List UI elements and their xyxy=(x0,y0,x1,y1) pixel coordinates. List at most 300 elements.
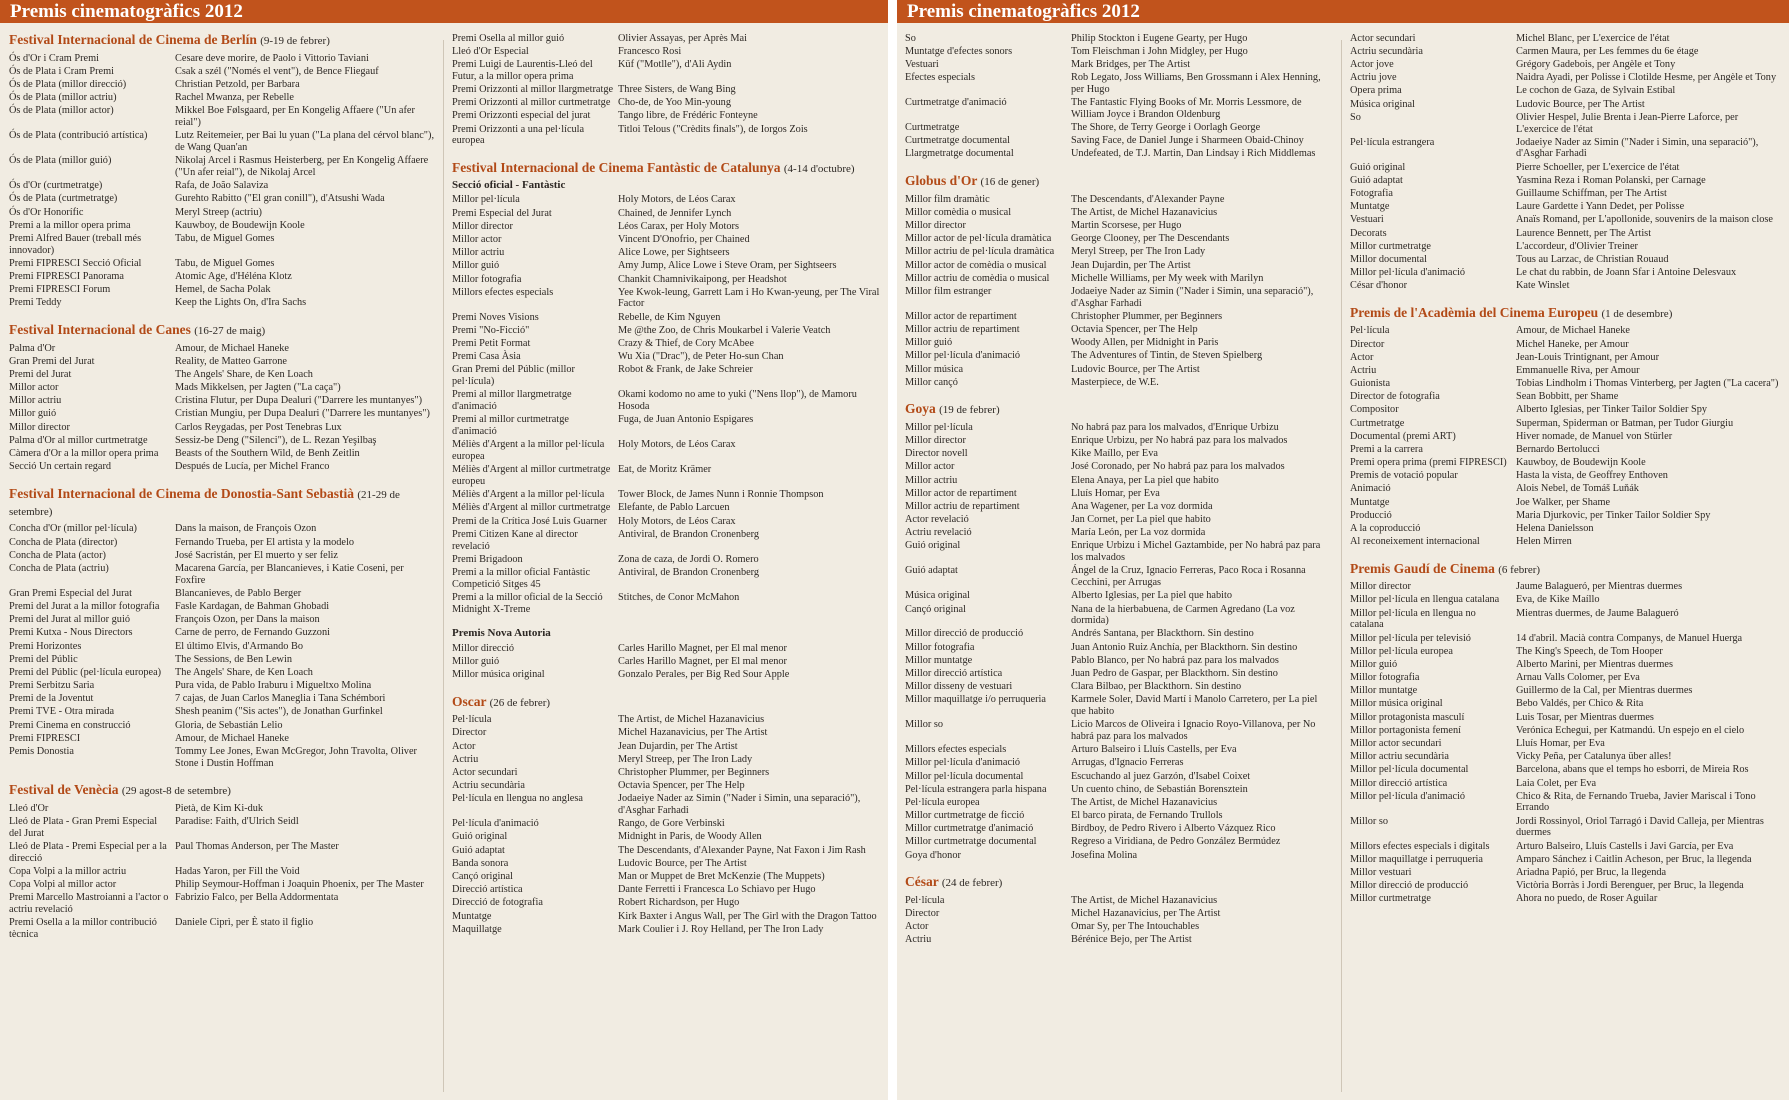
award-winner: Küf ("Motlle"), d'Ali Aydin xyxy=(618,59,732,71)
award-row xyxy=(905,757,1329,770)
award-winner: Ana Wagener, per La voz dormida xyxy=(1071,500,1213,512)
award-row xyxy=(905,770,1329,783)
award-winner: The Sessions, de Ben Lewin xyxy=(175,653,292,665)
award-winner: Andrés Santana, per Blackthorn. Sin destino xyxy=(1071,628,1254,640)
award-winner: Pablo Blanco, per No habrá paz para los malvados xyxy=(1071,654,1279,666)
award-row xyxy=(1350,750,1782,763)
award-category: Guionista xyxy=(1350,378,1391,390)
award-row xyxy=(9,892,435,917)
award-winner: Joe Walker, per Shame xyxy=(1516,496,1611,508)
award-row xyxy=(452,831,880,844)
award-winner: Después de Lucía, per Michel Franco xyxy=(175,461,330,473)
award-winner: Amy Jump, Alice Lowe i Steve Oram, per Sightseers xyxy=(618,260,837,272)
award-category: Millor so xyxy=(1350,815,1389,827)
award-category: Palma d'Or xyxy=(9,342,56,354)
award-winner: Enrique Urbizu, per No habrá paz para los malvados xyxy=(1071,435,1288,447)
award-category: Producció xyxy=(1350,509,1392,521)
award-section xyxy=(1350,561,1782,906)
award-winner: Philip Stockton i Eugene Gearty, per Hugo xyxy=(1071,32,1248,44)
award-row xyxy=(905,58,1329,71)
award-winner: Barcelona, abans que el temps ho esborri, de Mireia Ros xyxy=(1516,764,1749,776)
award-row xyxy=(452,207,880,220)
award-category: Banda sonora xyxy=(452,857,509,869)
award-category: Actriu xyxy=(1350,364,1377,376)
award-row xyxy=(9,219,435,232)
section-title-text: César xyxy=(905,874,939,890)
award-row xyxy=(1350,266,1782,279)
award-winner: Mark Coulier i J. Roy Helland, per The Iron Lady xyxy=(618,923,824,935)
award-winner: Michel Hazanavicius, per The Artist xyxy=(1071,908,1221,919)
award-winner: Bernardo Bertolucci xyxy=(1516,443,1600,455)
award-category: Méliès d'Argent al millor curtmetratge xyxy=(452,502,611,514)
award-row xyxy=(9,355,435,368)
award-row xyxy=(905,836,1329,849)
award-winner: Jean-Louis Trintignant, per Amour xyxy=(1516,351,1660,363)
award-row xyxy=(452,515,880,528)
award-winner: Saving Face, de Daniel Junge i Sharmeen Obaid-Chinoy xyxy=(1071,135,1304,147)
award-winner: Vincent D'Onofrio, per Chained xyxy=(618,234,750,245)
award-winner: Kirk Baxter i Angus Wall, per The Girl with the Dragon Tattoo xyxy=(618,910,877,922)
award-category: So xyxy=(1350,111,1361,123)
award-category: Millor maquillatge i perruqueria xyxy=(1350,853,1483,865)
award-category: Millor pel·lícula europea xyxy=(1350,645,1453,657)
section-date: (24 de febrer) xyxy=(941,877,1003,890)
award-row xyxy=(9,802,435,815)
award-row xyxy=(905,680,1329,693)
award-winner: Kauwboy, de Boudewijn Koole xyxy=(175,219,305,231)
award-category: Millor fotografia xyxy=(452,273,522,285)
award-section xyxy=(9,322,435,474)
award-section xyxy=(9,486,435,771)
award-category: Millor pel·lícula per televisió xyxy=(1350,632,1471,644)
award-category: Millor actriu xyxy=(905,474,958,486)
award-section xyxy=(9,32,435,310)
award-winner: Gloria, de Sebastián Lelio xyxy=(175,719,283,731)
award-winner: Lluís Homar, per Eva xyxy=(1071,487,1160,499)
award-row xyxy=(1350,483,1782,496)
award-category: Decorats xyxy=(1350,227,1387,239)
award-winner: Mads Mikkelsen, per Jagten ("La caça") xyxy=(175,382,341,394)
award-row xyxy=(9,408,435,421)
award-row xyxy=(452,464,880,489)
award-section xyxy=(1350,305,1782,549)
award-winner: L'accordeur, d'Olivier Treiner xyxy=(1516,240,1638,252)
award-row xyxy=(452,923,880,936)
award-row xyxy=(9,257,435,270)
award-category: Ós de Plata (contribució artística) xyxy=(9,130,148,142)
award-winner: Antiviral, de Brandon Cronenberg xyxy=(618,528,760,540)
award-category: Ós d'Or (curtmetratge) xyxy=(9,180,103,192)
award-row xyxy=(1350,522,1782,535)
section-subtitle: Premis Nova Autoria xyxy=(452,627,551,640)
award-winner: Tower Block, de James Nunn i Ronnie Thompson xyxy=(618,489,824,501)
award-winner: Jaume Balagueró, per Mientras duermes xyxy=(1516,581,1683,593)
award-winner: Mark Bridges, per The Artist xyxy=(1071,59,1191,71)
award-category: Curtmetratge xyxy=(1350,417,1405,429)
award-category: Millor música original xyxy=(452,669,545,681)
award-row xyxy=(1350,632,1782,645)
award-winner: Anaïs Romand, per L'apollonide, souvenirs de la maison close xyxy=(1516,214,1773,226)
award-category: Millor direcció xyxy=(452,642,515,654)
award-category: Millor actriu xyxy=(9,395,62,407)
award-category: Actor jove xyxy=(1350,59,1394,71)
award-winner: Beasts of the Southern Wild, de Benh Zeitlin xyxy=(175,448,360,459)
award-row xyxy=(9,666,435,679)
award-winner: Birdboy, de Pedro Rivero i Alberto Vázquez Rico xyxy=(1071,823,1276,835)
column-1 xyxy=(9,32,435,1100)
award-category: Pel·lícula xyxy=(905,894,945,906)
page-columns xyxy=(0,32,888,1100)
award-row xyxy=(905,45,1329,58)
award-winner: Jean Dujardin, per The Artist xyxy=(618,740,738,752)
award-winner: Josefina Molina xyxy=(1071,849,1138,861)
award-category: Opera prima xyxy=(1350,85,1402,97)
award-row xyxy=(452,740,880,753)
section-title xyxy=(452,694,880,711)
award-row xyxy=(452,324,880,337)
section-title xyxy=(452,160,880,177)
award-winner: Cho-de, de Yoo Min-young xyxy=(618,97,731,109)
award-row xyxy=(452,566,880,591)
award-winner: Pierre Schoeller, per L'exercice de l'état xyxy=(1516,161,1680,173)
award-winner: Olivier Hespel, Julie Brenta i Jean-Pierre Laforce, per L'exercice de l'état xyxy=(1516,111,1739,135)
award-row xyxy=(452,414,880,439)
award-row xyxy=(1350,840,1782,853)
award-row xyxy=(905,336,1329,349)
award-row xyxy=(1350,280,1782,293)
award-category: Premi Horizontes xyxy=(9,640,82,652)
award-row xyxy=(1350,404,1782,417)
award-row xyxy=(905,246,1329,259)
award-row xyxy=(905,193,1329,206)
award-winner: Verónica Echegui, per Katmandú. Un espejo en el cielo xyxy=(1516,724,1745,736)
award-winner: Meryl Streep, per The Iron Lady xyxy=(618,753,753,765)
award-winner: Ariadna Papió, per Bruc, la llegenda xyxy=(1516,866,1667,878)
award-row xyxy=(9,447,435,460)
award-category: Premi Osella a la millor contribució tècnica xyxy=(9,917,157,941)
award-category: Animació xyxy=(1350,483,1391,495)
award-winner: Maria Djurkovic, per Tinker Tailor Soldier Spy xyxy=(1516,509,1711,521)
award-category: Música original xyxy=(1350,98,1415,110)
award-category: Actriu revelació xyxy=(905,527,972,539)
award-category: Director xyxy=(452,727,487,739)
award-category: Ós de Plata (millor direcció) xyxy=(9,79,127,91)
award-category: Premis de votació popular xyxy=(1350,470,1458,482)
award-category: Millor actriu de comèdia o musical xyxy=(905,272,1050,284)
award-category: Direcció artística xyxy=(452,884,523,896)
award-winner: Martin Scorsese, per Hugo xyxy=(1071,220,1182,231)
award-category: Actor secundari xyxy=(1350,32,1416,44)
award-category: Premi a la millor opera prima xyxy=(9,219,131,231)
award-category: Premi del Jurat al millor guió xyxy=(9,614,130,626)
award-row xyxy=(9,917,435,942)
award-category: Al reconeixement internacional xyxy=(1350,536,1480,548)
award-row xyxy=(9,878,435,891)
award-winner: Sessiz-be Deng ("Silenci"), de L. Rezan Yeşilbaş xyxy=(175,434,377,446)
award-category: Millor actriu de repartiment xyxy=(905,324,1020,335)
award-row xyxy=(905,744,1329,757)
column-divider xyxy=(1341,40,1342,1092)
award-category: Curtmetratge d'animació xyxy=(905,97,1007,109)
award-category: Premi Luigi de Laurentis-Lleó del Futur, a la millor opera prima xyxy=(452,59,593,82)
award-category: Muntatge xyxy=(1350,201,1390,213)
section-title-text: Premis Gaudí de Cinema xyxy=(1350,560,1495,576)
award-row xyxy=(9,421,435,434)
award-row xyxy=(1350,364,1782,377)
award-category: Millor curtmetratge documental xyxy=(905,836,1037,848)
award-row xyxy=(1350,645,1782,658)
award-section xyxy=(905,173,1329,389)
award-row xyxy=(905,603,1329,628)
award-category: Premi Marcello Mastroianni a l'actor o actriu revelació xyxy=(9,892,169,916)
award-row xyxy=(905,350,1329,363)
award-winner: Sean Bobbitt, per Shame xyxy=(1516,391,1619,403)
award-category: Concha de Plata (actor) xyxy=(9,549,106,561)
award-category: Millor música original xyxy=(1350,698,1443,710)
award-winner: Daniele Ciprì, per È stato il figlio xyxy=(175,917,314,929)
award-winner: Michelle Williams, per My week with Marilyn xyxy=(1071,272,1264,284)
award-row xyxy=(9,395,435,408)
award-row xyxy=(1350,470,1782,483)
award-category: Actriu jove xyxy=(1350,72,1397,84)
award-winner: Mikkel Boe Følsgaard, per En Kongelig Affaere ("Un afer reial") xyxy=(175,105,415,129)
award-category: Ós de Plata (millor guió) xyxy=(9,155,112,167)
award-category: Guió adaptat xyxy=(905,565,958,577)
award-winner: The Descendants, d'Alexander Payne, Nat Faxon i Jim Rash xyxy=(618,844,866,856)
award-category: Millor direcció de producció xyxy=(905,628,1024,640)
award-category: Concha d'Or (millor pel·lícula) xyxy=(9,523,137,535)
award-category: Millor actor de comèdia o musical xyxy=(905,259,1047,271)
award-category: Lleó d'Or xyxy=(9,802,49,814)
award-category: Millor director xyxy=(1350,581,1411,593)
section-title xyxy=(1350,305,1782,322)
award-category: Millor actriu de repartiment xyxy=(905,500,1020,512)
award-winner: Arnau Valls Colomer, per Eva xyxy=(1516,672,1640,684)
award-row xyxy=(1350,161,1782,174)
award-winner: Keep the Lights On, d'Ira Sachs xyxy=(175,297,307,309)
award-winner: 14 d'abril. Macià contra Companys, de Manuel Huerga xyxy=(1516,632,1743,644)
award-row xyxy=(905,934,1329,947)
award-category: Ós de Plata (curtmetratge) xyxy=(9,193,118,205)
award-winner: Atomic Age, d'Héléna Klotz xyxy=(175,271,292,283)
award-category: Actor revelació xyxy=(905,514,969,526)
award-category: Documental (premi ART) xyxy=(1350,430,1456,442)
award-winner: El barco pirata, de Fernando Trullols xyxy=(1071,810,1223,822)
award-row xyxy=(905,232,1329,245)
award-winner: Alberto Iglesias, per Tinker Tailor Soldier Spy xyxy=(1516,404,1707,416)
award-row xyxy=(905,654,1329,667)
award-category: Pel·lícula xyxy=(452,714,492,726)
award-row xyxy=(1350,724,1782,737)
award-winner: Yee Kwok-leung, Garrett Lam i Ho Kwan-yeung, per The Viral Factor xyxy=(618,286,880,310)
award-category: Premi TVE - Otra mirada xyxy=(9,706,115,718)
award-category: Guió original xyxy=(905,540,961,552)
award-category: Millor actor xyxy=(9,382,59,394)
award-category: Actriu xyxy=(452,753,479,765)
award-category: Millor fotografia xyxy=(1350,672,1420,684)
section-title-text: Oscar xyxy=(452,693,487,709)
award-winner: Chico & Rita, de Fernando Trueba, Javier Mariscal i Tono Errando xyxy=(1516,790,1756,814)
award-row xyxy=(9,536,435,549)
section-title-text: Festival Internacional de Cinema Fantàstic de Catalunya xyxy=(452,159,781,175)
award-winner: Octavia Spencer, per The Help xyxy=(618,780,745,792)
section-title-text: Goya xyxy=(905,401,936,417)
section-title-text: Festival de Venècia xyxy=(9,782,119,798)
award-section xyxy=(1350,32,1782,293)
award-category: Premi Serbitzu Saria xyxy=(9,680,95,692)
award-section xyxy=(452,694,880,937)
award-winner: Jan Cornet, per La piel que habito xyxy=(1071,514,1211,526)
award-winner: Helen Mirren xyxy=(1516,536,1572,548)
award-category: Actriu xyxy=(905,934,932,946)
award-winner: Reality, de Matteo Garrone xyxy=(175,355,287,367)
award-row xyxy=(905,719,1329,744)
award-winner: Crazy & Thief, de Cory McAbee xyxy=(618,338,754,349)
award-category: Pemis Donostia xyxy=(9,745,74,757)
award-row xyxy=(9,460,435,473)
award-row xyxy=(905,310,1329,323)
award-category: Millor pel·lícula xyxy=(905,421,973,433)
award-winner: Cristina Flutur, per Dupa Dealuri ("Darrere les muntanyes") xyxy=(175,395,423,407)
award-winner: Gurehto Rabitto ("El gran conill"), d'Atsushi Wada xyxy=(175,193,385,205)
award-row xyxy=(1350,496,1782,509)
award-category: Muntatge xyxy=(452,910,492,922)
award-row xyxy=(1350,417,1782,430)
section-date: (6 febrer) xyxy=(1498,563,1541,576)
award-category: Palma d'Or al millor curtmetratge xyxy=(9,434,148,446)
award-winner: Cesare deve morire, de Paolo i Vittorio Taviani xyxy=(175,52,369,64)
section-subtitle: Secció oficial - Fantàstic xyxy=(452,178,566,191)
award-row xyxy=(1350,685,1782,698)
award-winner: Zona de caza, de Jordi O. Romero xyxy=(618,553,759,565)
award-row xyxy=(452,857,880,870)
award-winner: Paul Thomas Anderson, per The Master xyxy=(175,841,339,852)
award-row xyxy=(452,110,880,123)
award-row xyxy=(905,487,1329,500)
award-category: A la coproducció xyxy=(1350,522,1421,534)
award-category: Curtmetratge documental xyxy=(905,135,1010,147)
award-category: Pel·lícula en llengua no anglesa xyxy=(452,793,583,805)
award-winner: Dans la maison, de François Ozon xyxy=(175,523,317,535)
award-row xyxy=(452,668,880,681)
award-winner: Holy Motors, de Léos Carax xyxy=(618,439,736,451)
award-winner: Arturo Balseiro, Lluís Castells i Javi García, per Eva xyxy=(1516,840,1734,852)
award-category: Premi Orizzonti especial del jurat xyxy=(452,110,591,122)
award-row xyxy=(905,894,1329,907)
award-category: Premi FIPRESCI Forum xyxy=(9,284,111,296)
award-category: Muntatge d'efectes sonors xyxy=(905,45,1013,57)
award-row xyxy=(9,693,435,706)
award-category: Millor so xyxy=(905,719,944,731)
award-category: Millor actriu de pel·lícula dramàtica xyxy=(905,246,1055,258)
award-winner: The Shore, de Terry George i Oorlagh George xyxy=(1071,122,1261,134)
award-winner: Me @the Zoo, de Chris Moukarbel i Valerie Veatch xyxy=(618,324,831,336)
award-category: Millor curtmetratge xyxy=(1350,893,1431,905)
award-winner: Laia Colet, per Eva xyxy=(1516,777,1597,789)
award-category: Millor guió xyxy=(9,408,57,420)
award-category: Millor direcció artística xyxy=(1350,777,1448,789)
award-row xyxy=(452,502,880,515)
award-row xyxy=(1350,698,1782,711)
award-category: Actor xyxy=(452,740,476,752)
award-winner: Christopher Plummer, per Beginners xyxy=(618,766,770,778)
award-category: Méliès d'Argent a la millor pel·lícula xyxy=(452,489,605,501)
award-winner: Un cuento chino, de Sebastián Borensztein xyxy=(1071,783,1248,795)
award-winner: Robot & Frank, de Jake Schreier xyxy=(618,364,753,376)
award-row xyxy=(452,194,880,207)
award-category: Millor director xyxy=(905,435,966,447)
award-row xyxy=(905,641,1329,654)
award-winner: Amour, de Michael Haneke xyxy=(175,342,289,354)
award-row xyxy=(1350,535,1782,548)
award-winner: Juan Antonio Ruiz Anchía, per Blackthorn. Sin destino xyxy=(1071,641,1298,653)
award-winner: 7 cajas, de Juan Carlos Maneglia i Tana Schémbori xyxy=(175,693,386,705)
award-winner: Robert Richardson, per Hugo xyxy=(618,897,740,909)
award-category: Millor actor de pel·lícula dramàtica xyxy=(905,233,1052,245)
award-category: Millor actriu xyxy=(452,247,505,259)
award-winner: Le chat du rabbin, de Joann Sfar i Antoine Delesvaux xyxy=(1516,267,1737,279)
award-row xyxy=(905,590,1329,603)
award-winner: Gonzalo Perales, per Big Red Sour Apple xyxy=(618,669,790,681)
award-row xyxy=(452,96,880,109)
award-row xyxy=(9,155,435,180)
section-title xyxy=(9,486,435,520)
award-winner: Michel Hazanavicius, per The Artist xyxy=(618,727,768,739)
award-row xyxy=(9,562,435,587)
award-winner: Ludovic Bource, per The Artist xyxy=(1071,363,1200,375)
award-row xyxy=(452,45,880,58)
award-category: Millor protagonista masculí xyxy=(1350,711,1465,723)
left-page xyxy=(0,0,888,1100)
award-section xyxy=(452,160,880,616)
award-row xyxy=(452,727,880,740)
award-row xyxy=(1350,607,1782,632)
award-winner: Man or Muppet de Bret McKenzie (The Muppets) xyxy=(618,870,825,882)
award-category: Muntatge xyxy=(1350,496,1390,508)
award-winner: Bérénice Bejo, per The Artist xyxy=(1071,934,1192,946)
award-row xyxy=(452,439,880,464)
award-category: Ós d'Or i Cram Premi xyxy=(9,52,99,64)
award-category: Premi del Públic (pel·lícula europea) xyxy=(9,666,162,678)
award-row xyxy=(1350,214,1782,227)
section-title xyxy=(9,782,435,799)
award-category: Millor documental xyxy=(1350,253,1427,265)
award-row xyxy=(1350,227,1782,240)
award-row xyxy=(9,815,435,840)
award-winner: Blancanieves, de Pablo Berger xyxy=(175,587,302,599)
award-category: Millor pel·lícula documental xyxy=(1350,764,1469,776)
award-row xyxy=(452,642,880,655)
award-winner: José Coronado, per No habrá paz para los malvados xyxy=(1071,461,1285,473)
award-category: Premi a la millor oficial de la Secció Midnight X-Treme xyxy=(452,591,603,615)
award-row xyxy=(9,865,435,878)
award-row xyxy=(9,613,435,626)
award-winner: George Clooney, per The Descendants xyxy=(1071,233,1230,245)
award-winner: The King's Speech, de Tom Hooper xyxy=(1516,645,1663,657)
award-row xyxy=(452,273,880,286)
award-row xyxy=(9,130,435,155)
award-winner: Dante Ferretti i Francesca Lo Schiavo per Hugo xyxy=(618,884,816,896)
award-row xyxy=(9,270,435,283)
award-winner: Ángel de la Cruz, Ignacio Ferreras, Paco Roca i Rosanna Cecchini, per Arrugas xyxy=(1071,565,1306,589)
award-row xyxy=(9,640,435,653)
award-winner: Ludovic Bource, per The Artist xyxy=(618,857,747,869)
award-row xyxy=(452,489,880,502)
section-date: (16-27 de maig) xyxy=(194,324,266,337)
award-row xyxy=(905,809,1329,822)
award-winner: Tous au Larzac, de Christian Rouaud xyxy=(1516,253,1669,265)
page-columns xyxy=(897,32,1789,1100)
